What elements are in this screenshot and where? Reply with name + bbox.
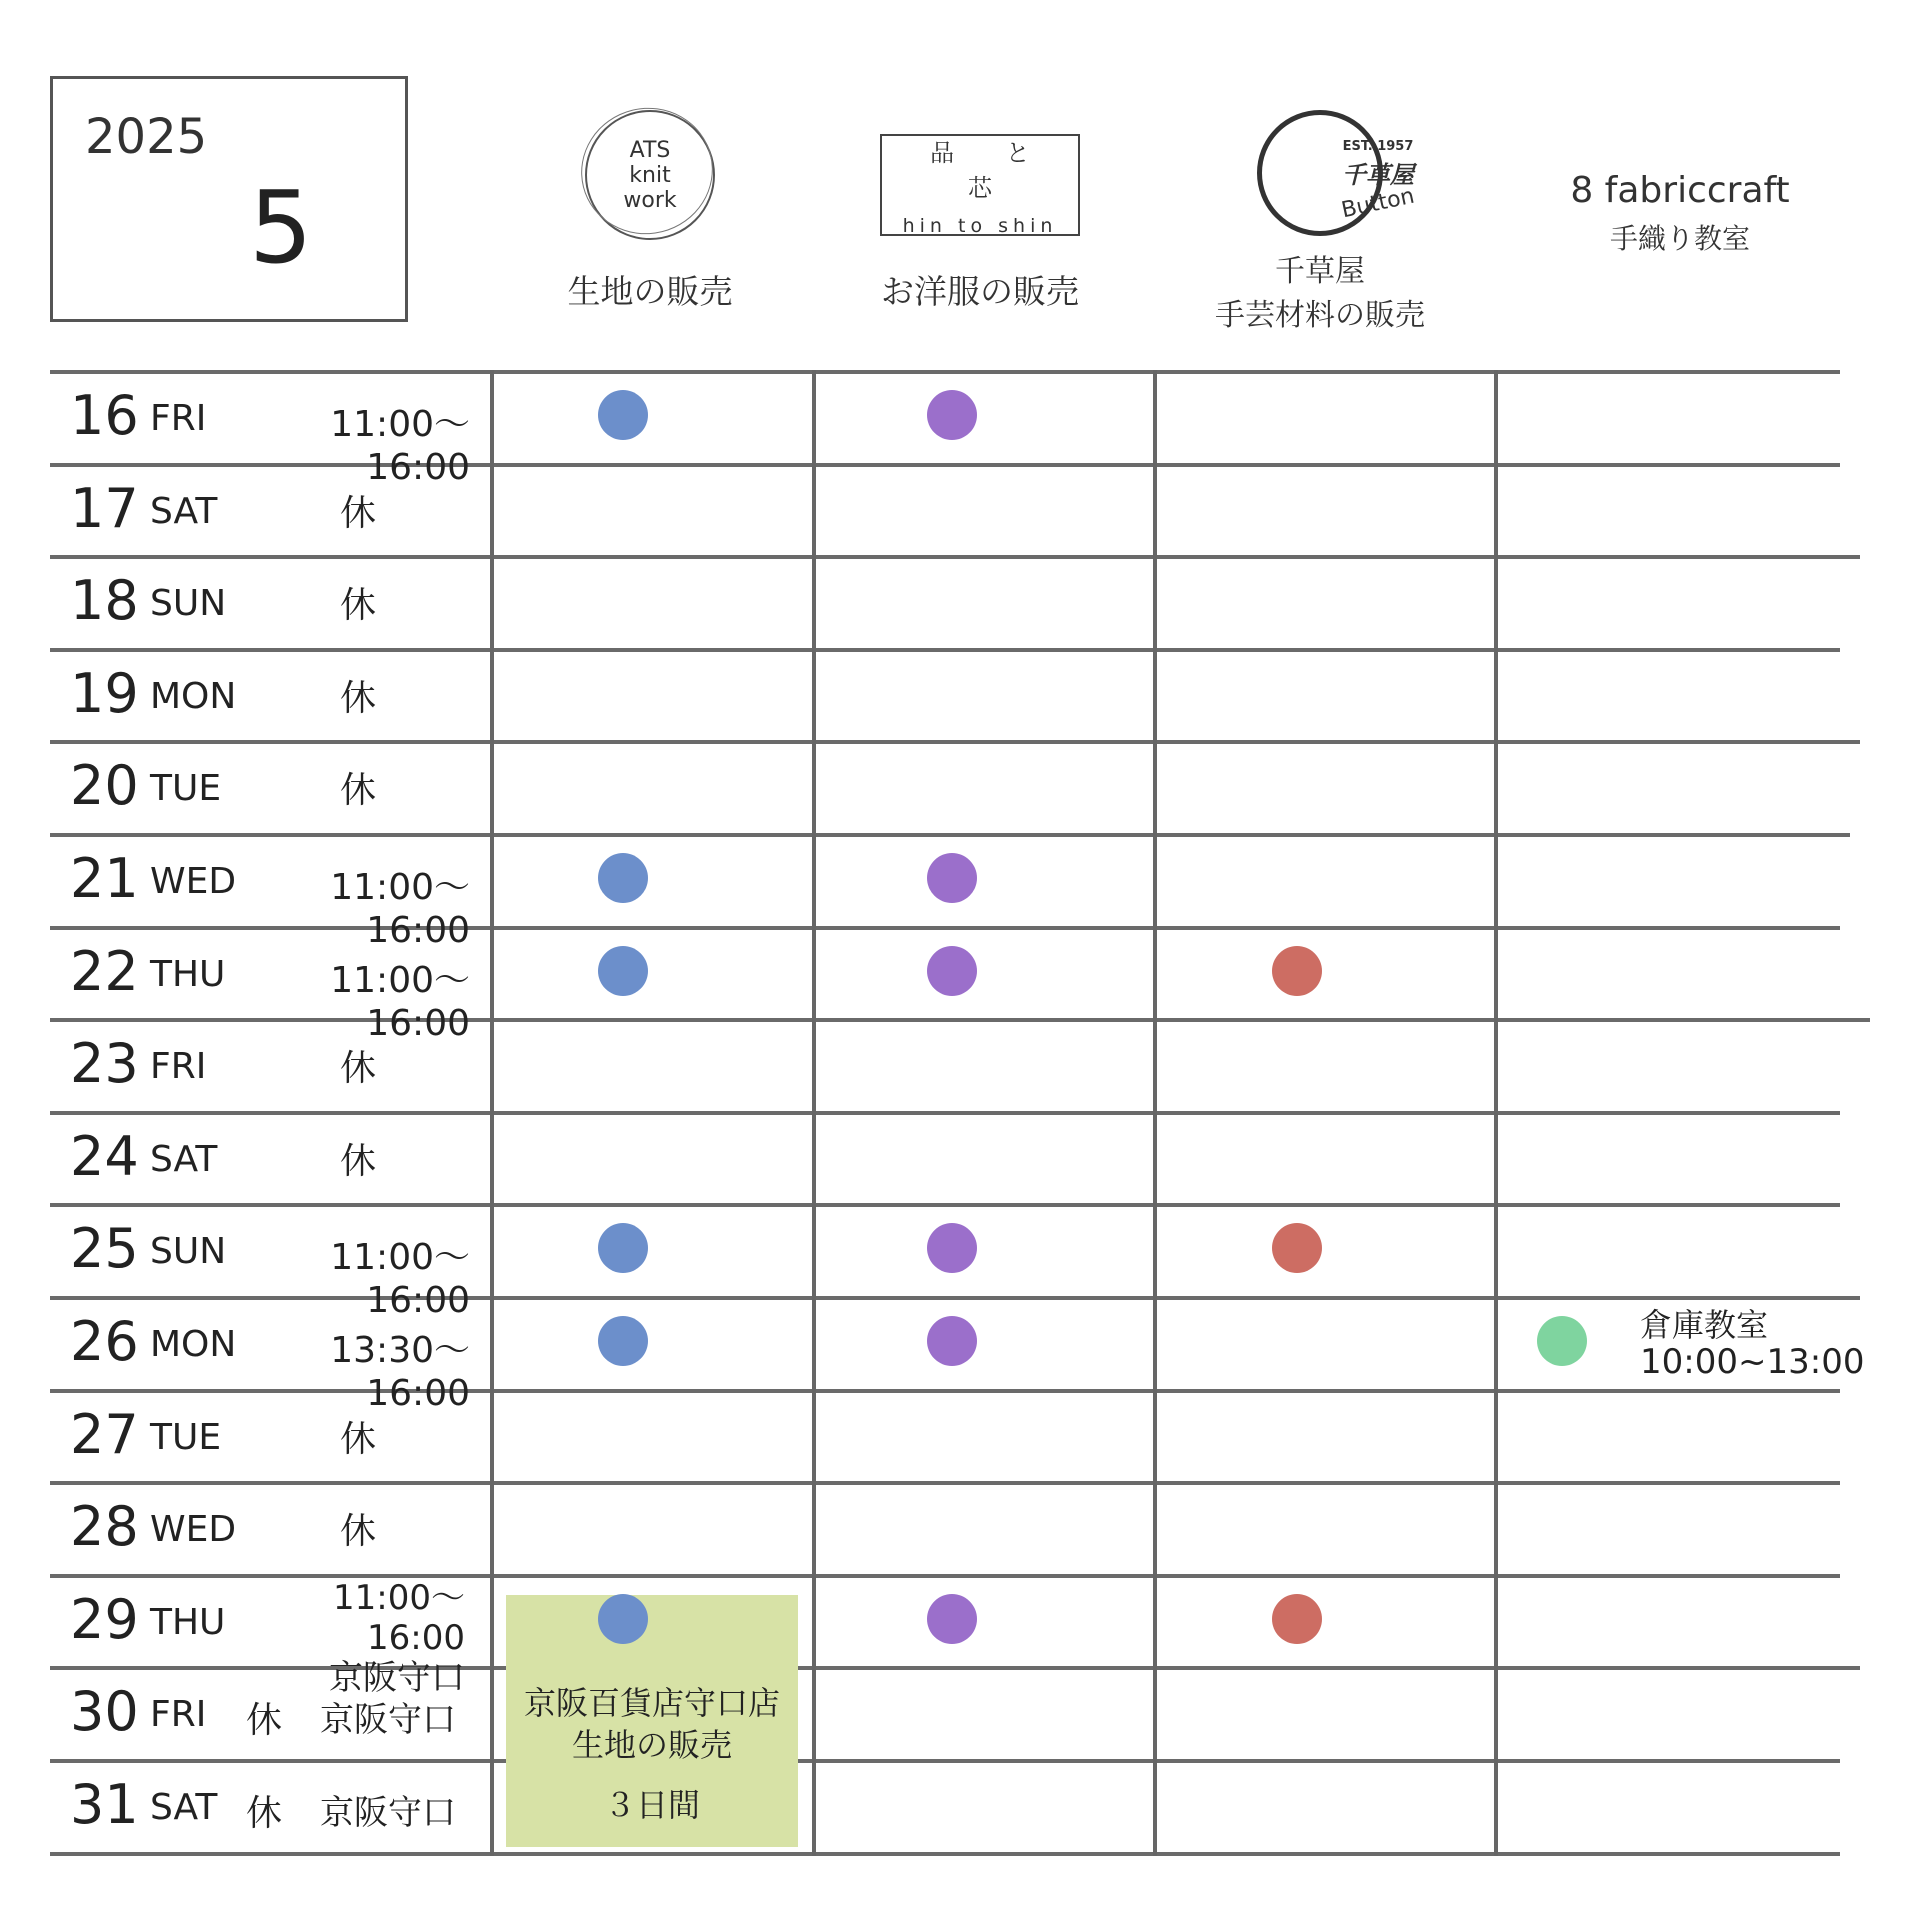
availability-dot-blue bbox=[598, 1316, 648, 1366]
closed-mark: 休 bbox=[340, 770, 377, 812]
availability-dot-green bbox=[1537, 1316, 1587, 1366]
day-row bbox=[0, 740, 1920, 832]
day-number: 16 bbox=[70, 384, 139, 447]
row-divider bbox=[50, 1852, 1840, 1856]
logo-romaji: hin to shin bbox=[902, 215, 1058, 237]
logo-line: knit bbox=[629, 162, 671, 188]
event-duration: ３日間 bbox=[603, 1786, 700, 1824]
logo-kanji: 品 と 芯 bbox=[930, 139, 1052, 202]
day-of-week: FRI bbox=[150, 1694, 207, 1736]
logo-est: EST. 1957 bbox=[1342, 139, 1414, 154]
column-label-line2: 手芸材料の販売 bbox=[1215, 298, 1425, 333]
day-number: 31 bbox=[70, 1773, 139, 1836]
availability-dot-purple bbox=[927, 946, 977, 996]
day-of-week: SAT bbox=[150, 1787, 218, 1828]
column-ats-knit-work bbox=[490, 110, 810, 313]
closed-mark: 休 bbox=[340, 1511, 377, 1553]
day-number: 20 bbox=[70, 754, 139, 818]
closed-mark: 休 bbox=[246, 1793, 283, 1834]
ats-knit-work-logo bbox=[585, 110, 715, 240]
day-number: 29 bbox=[70, 1587, 139, 1651]
availability-dot-red bbox=[1272, 1594, 1322, 1644]
day-row bbox=[0, 1018, 1920, 1110]
hin-to-shin-logo bbox=[880, 134, 1080, 236]
closed-mark: 休 bbox=[246, 1700, 283, 1742]
day-row bbox=[0, 1389, 1920, 1481]
availability-dot-red bbox=[1272, 1223, 1322, 1273]
day-row bbox=[0, 1574, 1920, 1698]
column-label-line1: 千草屋 bbox=[1275, 254, 1365, 289]
day-of-week: THU bbox=[150, 953, 226, 995]
closed-mark: 休 bbox=[340, 585, 377, 627]
column-chigusaya bbox=[1150, 110, 1490, 334]
day-of-week: TUE bbox=[150, 1416, 222, 1458]
day-number: 24 bbox=[70, 1124, 139, 1188]
day-row bbox=[0, 1111, 1920, 1203]
day-row bbox=[0, 463, 1920, 555]
month: 5 bbox=[249, 169, 313, 286]
day-of-week: MON bbox=[150, 1324, 237, 1365]
availability-dot-blue bbox=[598, 1223, 648, 1273]
open-hours: 11:00〜16:00 bbox=[330, 867, 470, 951]
day-of-week: MON bbox=[150, 675, 237, 717]
day-number: 28 bbox=[70, 1495, 139, 1559]
location: 京阪守口 bbox=[329, 1657, 465, 1698]
day-of-week: THU bbox=[150, 1601, 226, 1643]
closed-mark: 休 bbox=[340, 492, 377, 534]
closed-mark: 休 bbox=[340, 677, 377, 719]
availability-dot-purple bbox=[927, 1223, 977, 1273]
open-hours: 11:00〜16:00 bbox=[330, 404, 470, 488]
availability-dot-blue bbox=[598, 946, 648, 996]
day-row bbox=[0, 370, 1920, 488]
day-number: 27 bbox=[70, 1402, 139, 1466]
fabriccraft-name: 8 fabriccraft bbox=[1570, 170, 1790, 211]
year: 2025 bbox=[85, 109, 208, 165]
availability-dot-blue bbox=[598, 1594, 648, 1644]
day-of-week: WED bbox=[150, 1509, 237, 1551]
column-hin-to-shin bbox=[810, 110, 1150, 313]
availability-dot-purple bbox=[927, 1316, 977, 1366]
chigusaya-button-logo bbox=[1257, 110, 1417, 236]
day-of-week: TUE bbox=[150, 768, 222, 810]
open-hours: 11:00〜16:00 bbox=[330, 959, 470, 1044]
day-of-week: FRI bbox=[150, 1046, 207, 1088]
day-row bbox=[0, 1203, 1920, 1322]
open-hours: 11:00〜16:00 bbox=[330, 1237, 470, 1322]
day-row bbox=[0, 833, 1920, 951]
availability-dot-purple bbox=[927, 1594, 977, 1644]
day-row bbox=[0, 1481, 1920, 1573]
day-number: 17 bbox=[70, 476, 139, 540]
location: 京阪守口 bbox=[320, 1700, 456, 1741]
day-row bbox=[0, 1666, 1920, 1758]
day-of-week: SUN bbox=[150, 583, 227, 625]
event-title: 京阪百貨店守口店 bbox=[523, 1684, 780, 1722]
logo-line: work bbox=[623, 187, 677, 213]
date-box bbox=[50, 76, 408, 322]
event-subtitle: 生地の販売 bbox=[571, 1726, 732, 1764]
day-row bbox=[0, 648, 1920, 740]
availability-dot-blue bbox=[598, 390, 648, 440]
open-hours: 11:00〜16:00 bbox=[333, 1577, 465, 1658]
column-label: 手織り教室 bbox=[1609, 222, 1750, 255]
logo-line: ATS bbox=[629, 137, 671, 163]
day-number: 30 bbox=[70, 1680, 139, 1744]
day-of-week: SUN bbox=[150, 1231, 227, 1273]
availability-dot-red bbox=[1272, 946, 1322, 996]
column-8-fabriccraft bbox=[1490, 170, 1870, 257]
day-row bbox=[0, 1759, 1920, 1851]
day-row bbox=[0, 926, 1920, 1044]
location: 京阪守口 bbox=[320, 1793, 456, 1833]
column-label: お洋服の販売 bbox=[881, 272, 1079, 311]
availability-dot-purple bbox=[927, 390, 977, 440]
day-of-week: WED bbox=[150, 861, 237, 902]
day-of-week: SAT bbox=[150, 490, 218, 532]
closed-mark: 休 bbox=[340, 1418, 377, 1460]
day-number: 18 bbox=[70, 569, 139, 633]
workshop-name: 倉庫教室 bbox=[1640, 1306, 1769, 1344]
open-hours: 13:30〜16:00 bbox=[330, 1330, 470, 1414]
day-number: 19 bbox=[70, 661, 139, 725]
day-number: 23 bbox=[70, 1032, 139, 1096]
logo-kanji: 千草屋 bbox=[1342, 161, 1414, 189]
day-number: 22 bbox=[70, 939, 139, 1003]
day-number: 25 bbox=[70, 1217, 139, 1281]
day-of-week: SAT bbox=[150, 1138, 218, 1180]
day-row bbox=[0, 555, 1920, 647]
availability-dot-purple bbox=[927, 853, 977, 903]
day-row bbox=[0, 1296, 1920, 1414]
workshop-time: 10:00~13:00 bbox=[1640, 1342, 1865, 1382]
day-of-week: FRI bbox=[150, 398, 207, 439]
closed-mark: 休 bbox=[340, 1048, 377, 1090]
closed-mark: 休 bbox=[340, 1140, 377, 1182]
day-number: 26 bbox=[70, 1310, 139, 1373]
availability-dot-blue bbox=[598, 853, 648, 903]
logo-word: Button bbox=[1339, 183, 1417, 224]
day-number: 21 bbox=[70, 847, 139, 910]
column-label: 生地の販売 bbox=[567, 272, 733, 311]
